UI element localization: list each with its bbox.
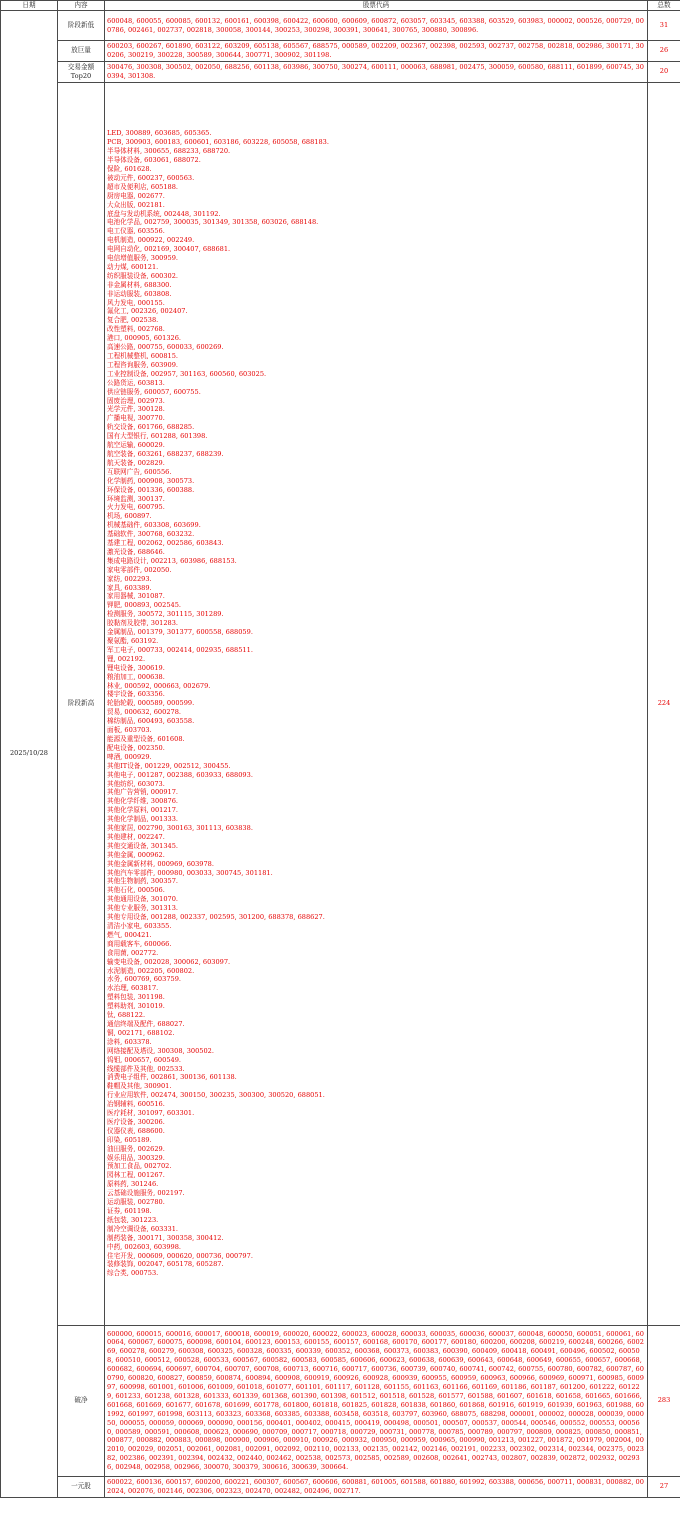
industry-line: 半导体设备, 603061, 688072. — [107, 156, 201, 165]
industry-line: 国有大型银行, 601288, 601398. — [107, 432, 208, 441]
count-cell: 31 — [648, 11, 680, 41]
industry-line: 啤酒, 000929. — [107, 752, 152, 761]
industry-line: 工业控制设备, 002957, 301163, 600560, 603025. — [107, 369, 267, 378]
row-turnover-top20 — [1, 61, 680, 82]
category-cell: 阶段新高 — [58, 82, 105, 1325]
industry-line: 动力煤, 600121. — [107, 262, 159, 271]
industry-line: 其他化学制品, 001333. — [107, 815, 179, 824]
industry-line: 航空装备, 603261, 688237, 688239. — [107, 449, 224, 458]
industry-line: 贸易, 000632, 600278. — [107, 708, 182, 717]
industry-line: 改性塑料, 002768. — [107, 325, 165, 334]
industry-line: 航天装备, 002829. — [107, 458, 165, 467]
industry-line: 锂电设备, 300619. — [107, 663, 165, 672]
industry-line: 住宅开发, 000609, 000620, 000736, 000797. — [107, 1251, 253, 1260]
industry-line: 电信增值服务, 300959. — [107, 254, 179, 263]
industry-line: 能源及重型设备, 601608. — [107, 734, 185, 743]
industry-line: 商用载客车, 600066. — [107, 939, 172, 948]
industry-line: 冶钢辅料, 600516. — [107, 1100, 165, 1109]
industry-line: 证券, 601198. — [107, 1207, 152, 1216]
industry-line: 油田服务, 002629. — [107, 1144, 165, 1153]
count-cell: 224 — [648, 82, 680, 1325]
industry-line: 其他建材, 002247. — [107, 832, 165, 841]
count-cell: 27 — [648, 1476, 680, 1497]
industry-line: 轨交设备, 601766, 688285. — [107, 423, 195, 432]
industry-line: 机械基础件, 603308, 603699. — [107, 521, 201, 530]
industry-line: 其他电子, 001287, 002388, 603933, 688093. — [107, 770, 253, 779]
industry-line: LED, 300889, 603685, 605365. — [107, 129, 212, 138]
count-cell: 283 — [648, 1325, 680, 1476]
count-cell: 26 — [648, 41, 680, 62]
industry-line: 家用器械, 301087. — [107, 592, 165, 601]
industry-line: 其他IT设备, 001229, 002512, 300455. — [107, 761, 231, 770]
industry-line: 林业, 000592, 000663, 002679. — [107, 681, 211, 690]
industry-line: 其他汽车零部件, 000980, 003033, 300745, 301181. — [107, 868, 273, 877]
industry-line: 医疗设备, 300206. — [107, 1117, 165, 1126]
industry-line: 军工电子, 000733, 002414, 002935, 688511. — [107, 645, 253, 654]
industry-line: 金属制品, 001379, 301377, 600558, 688059. — [107, 628, 253, 637]
industry-line: 其他交通设备, 301345. — [107, 841, 179, 850]
industry-line: 铜, 002171, 688102. — [107, 1028, 175, 1037]
industry-line: 仪器仪表, 688600. — [107, 1126, 165, 1135]
industry-line: 其他纺织, 603073. — [107, 779, 165, 788]
header-codes: 股票代码 — [105, 1, 648, 11]
category-cell: 阶段新低 — [58, 11, 105, 41]
industry-line: 制药装备, 300171, 300358, 300412. — [107, 1233, 224, 1242]
row-one-yuan-stocks — [1, 1476, 680, 1497]
industry-line: 聚氨酯, 603192. — [107, 637, 159, 646]
industry-line: 高速公路, 000755, 600033, 600269. — [107, 343, 224, 352]
industry-line: 其他化学纤维, 300876. — [107, 797, 179, 806]
row-stage-new-high — [1, 82, 680, 1325]
industry-line: 激光设备, 688646. — [107, 547, 165, 556]
category-cell: 一元股 — [58, 1476, 105, 1497]
header-count: 总数 — [648, 1, 680, 11]
industry-line: 水治理, 603817. — [107, 984, 159, 993]
industry-line: 家纺, 002293. — [107, 574, 152, 583]
industry-line: 水务, 600769, 603759. — [107, 975, 182, 984]
industry-line: 纺织服装设备, 600302. — [107, 271, 179, 280]
industry-line: 非金属材料, 688300. — [107, 280, 172, 289]
industry-line: 云基础设施服务, 002197. — [107, 1189, 185, 1198]
industry-line: 家具, 603389. — [107, 583, 152, 592]
industry-line: 检测服务, 300572, 301115, 301289. — [107, 610, 224, 619]
industry-line: 超市及便利店, 605188. — [107, 182, 179, 191]
industry-line: 配电设备, 002350. — [107, 743, 165, 752]
header-content: 内容 — [58, 1, 105, 11]
industry-line: 塑料助剂, 301019. — [107, 1002, 165, 1011]
industry-line: 装修装饰, 002047, 605178, 605287. — [107, 1260, 224, 1269]
industry-line: 电机制造, 000922, 002249. — [107, 236, 195, 245]
industry-line: 其他生物制药, 300357. — [107, 877, 179, 886]
codes-cell: 600022, 600136, 600157, 600200, 600221, 600307, 600567, 600606, 600881, 601005, 601588, 601880, 601992, 603388, 000656, 000711, 000831, 000882, 002024, 002076, 002146, 002306, 002323, 002470, 002482, 002496, 002717. — [105, 1476, 648, 1497]
codes-cell: 600048, 600055, 600085, 600132, 600161, 600398, 600422, 600600, 600609, 600872, 603057, 603345, 603388, 603529, 603983, 000002, 000526, 000729, 000786, 002461, 002737, 002818, 300058, 300144, 300253, 300298, 300391, 300641, 300765, 300880, 300896. — [105, 11, 648, 41]
header-date: 日期 — [1, 1, 58, 11]
industry-line: 电网自动化, 002169, 300407, 688681. — [107, 245, 231, 254]
industry-line: 消费电子组件, 002861, 300136, 601138. — [107, 1073, 237, 1082]
industry-line: 家电零部件, 002050. — [107, 565, 172, 574]
industry-line: 保险, 601628. — [107, 164, 152, 173]
industry-line: 清洁小家电, 603355. — [107, 922, 172, 931]
industry-line: 非运动服装, 603808. — [107, 289, 172, 298]
industry-line: 港口, 000905, 601326. — [107, 334, 182, 343]
industry-line: 氟化工, 002326, 002407. — [107, 307, 188, 316]
industry-line: 电工仪器, 603556. — [107, 227, 165, 236]
industry-line: 底盘与发动机系统, 002448, 301192. — [107, 209, 221, 218]
codes-cell: 600000, 600015, 600016, 600017, 600018, 600019, 600020, 600022, 600023, 600028, 600033, 600035, 600036, 600037, 600048, 600050, 600051, 600061, 600064, 600067, 600075, 600098, 600104, 600123, 600153, 600155, 600157, 600168, 600170, 600177, 600180, 600200, 600208, 600219, 600248, 600266, 600269, 600278, 600279, 600308, 600325, 600328, 600335, 600339, 600352, 600368, 600373, 600383, 600390, 600409, 600418, 600491, 600496, 600502, 600508, 600510, 600512, 600528, 600533, 600567, 600582, 600583, 600585, 600606, 600623, 600638, 600639, 600643, 600648, 600649, 600655, 600657, 600668, 600682, 600694, 600697, 600704, 600707, 600708, 600713, 600716, 600717, 600736, 600739, 600740, 600741, 600742, 600755, 600780, 600782, 600787, 600790, 600820, 600827, 600859, 600874, 600894, 600908, 600919, 600926, 600928, 600939, 600955, 600959, 600963, 600966, 600969, 600971, 600985, 600997, 600998, 601001, 601006, 601009, 601018, 601077, 601101, 601117, 601128, 601155, 601163, 601166, 601169, 601186, 601187, 601200, 601222, 601229, 601233, 601238, 601328, 601333, 601339, 601368, 601390, 601398, 601512, 601518, 601528, 601577, 601588, 601607, 601618, 601658, 601665, 601666, 601668, 601669, 601677, 601678, 601699, 601778, 601800, 601818, 601825, 601828, 601838, 601860, 601868, 601916, 601919, 601939, 601963, 601988, 601992, 601997, 601998, 603113, 603323, 603368, 603385, 603388, 603458, 603518, 603797, 603960, 688075, 688298, 000001, 000002, 000028, 000039, 000050, 000055, 000059, 000069, 000090, 000156, 000401, 000402, 000415, 000419, 000498, 000501, 000507, 000537, 000544, 000546, 000552, 000553, 000560, 000589, 000591, 000608, 000623, 000690, 000709, 000717, 000718, 000729, 000731, 000778, 000785, 000789, 000797, 000809, 000825, 000850, 000851, 000877, 000882, 000883, 000898, 000900, 000906, 000910, 000926, 000932, 000950, 000959, 000965, 000990, 001213, 001227, 001872, 001979, 002004, 002010, 002029, 002051, 002061, 002081, 002091, 002092, 002110, 002133, 002135, 002142, 002146, 002191, 002233, 002302, 002314, 002344, 002375, 002382, 002386, 002391, 002394, 002432, 002440, 002462, 002538, 002573, 002585, 002589, 002608, 002641, 002743, 002807, 002839, 002872, 002932, 002936, 002948, 002958, 002966, 300070, 300379, 300616, 300639, 300664. — [105, 1325, 648, 1476]
industry-line: 楼宇设备, 603356. — [107, 690, 165, 699]
industry-line: 网络接配及塔设, 300308, 300502. — [107, 1046, 214, 1055]
industry-line: 工程咨询服务, 603909. — [107, 360, 179, 369]
industry-line: 钾肥, 000893, 002545. — [107, 601, 182, 610]
industry-line: 涂料, 603378. — [107, 1037, 152, 1046]
industry-line: 环保设备, 001336, 600388. — [107, 485, 195, 494]
industry-line: 集成电路设计, 002213, 603986, 688153. — [107, 556, 237, 565]
category-cell: 破净 — [58, 1325, 105, 1476]
industry-line: 综合类, 000753. — [107, 1269, 159, 1278]
industry-line: 锂, 002192. — [107, 654, 146, 663]
industry-line: PCB, 300903, 600183, 600601, 603186, 603228, 605058, 688183. — [107, 138, 329, 147]
industry-line: 风力发电, 000155. — [107, 298, 165, 307]
industry-line: 面板, 603703. — [107, 726, 152, 735]
industry-line: 中药, 002603, 603998. — [107, 1242, 182, 1251]
industry-line: 工程机械整机, 600815. — [107, 352, 179, 361]
industry-line: 通信终端及配件, 688027. — [107, 1019, 185, 1028]
industry-line: 互联网广告, 600556. — [107, 467, 172, 476]
industry-line: 固废治理, 002973. — [107, 396, 165, 405]
industry-line: 被动元件, 600237, 600563. — [107, 173, 195, 182]
industry-line: 粮油加工, 000638. — [107, 672, 165, 681]
industry-line: 其他金属, 000962. — [107, 850, 165, 859]
industry-line: 复合肥, 002538. — [107, 316, 159, 325]
category-cell: 交易金额Top20 — [58, 61, 105, 82]
industry-line: 其他广告营销, 000917. — [107, 788, 179, 797]
industry-line: 轮胎轮毂, 000589, 000599. — [107, 699, 195, 708]
codes-cell: 300476, 300308, 300502, 002050, 688256, 601138, 603986, 300750, 300274, 600111, 000063, 688981, 002475, 300059, 600580, 688111, 601899, 600745, 300394, 301308. — [105, 61, 648, 82]
industry-line: 纸包装, 301223. — [107, 1215, 159, 1224]
industry-line: 塑料包装, 301198. — [107, 993, 165, 1002]
industry-line: 厨房电器, 002677. — [107, 191, 165, 200]
industry-line: 供应链服务, 600057, 600755. — [107, 387, 201, 396]
industry-line: 基础软件, 300768, 603232. — [107, 530, 195, 539]
industry-line: 棉纺制品, 600493, 603558. — [107, 717, 195, 726]
industry-line: 机场, 600897. — [107, 512, 152, 521]
industry-line: 其他通用设备, 301070. — [107, 895, 179, 904]
industry-line: 燃气, 000421. — [107, 930, 152, 939]
industry-line: 半导体材料, 300655, 688233, 688720. — [107, 147, 231, 156]
industry-line: 公路货运, 603813. — [107, 378, 165, 387]
industry-line: 食用菌, 002772. — [107, 948, 159, 957]
industry-line: 其他专用设备, 001288, 002337, 002595, 301200, 688378, 688627. — [107, 913, 325, 922]
industry-line: 电池化学品, 002759, 300035, 301349, 301358, 603026, 688148. — [107, 218, 319, 227]
row-huge-volume — [1, 41, 680, 62]
row-below-book — [1, 1325, 680, 1476]
industry-line: 医疗耗材, 301097, 603301. — [107, 1109, 195, 1118]
row-stage-new-low — [1, 11, 680, 41]
industry-line: 胶黏剂及胶带, 301283. — [107, 619, 179, 628]
industry-line: 鞋帽及其他, 300901. — [107, 1082, 172, 1091]
industry-line: 航空运输, 600029. — [107, 441, 165, 450]
industry-line: 光学元件, 300128. — [107, 405, 165, 414]
count-cell: 20 — [648, 61, 680, 82]
industry-line: 输变电设备, 002028, 300062, 603097. — [107, 957, 231, 966]
industry-line: 娱乐用品, 300329. — [107, 1153, 165, 1162]
category-cell: 放巨量 — [58, 41, 105, 62]
industry-line: 行业应用软件, 002474, 300150, 300235, 300300, 300520, 688051. — [107, 1091, 325, 1100]
industry-line: 其他石化, 000506. — [107, 886, 165, 895]
industry-line: 大众出版, 002181. — [107, 200, 165, 209]
industry-line: 火力发电, 600795. — [107, 503, 165, 512]
industry-line: 环境监测, 300137. — [107, 494, 165, 503]
industry-line: 钨钼, 000657, 600549. — [107, 1055, 182, 1064]
date-cell: 2025/10/28 — [1, 11, 58, 1498]
industry-line: 制冷空调设备, 603331. — [107, 1224, 179, 1233]
industry-line: 园林工程, 001267. — [107, 1171, 165, 1180]
industry-line: 其他化学原料, 001217. — [107, 806, 179, 815]
industry-line: 其他家居, 002790, 300163, 301113, 603838. — [107, 824, 253, 833]
industry-line: 原料药, 301246. — [107, 1180, 159, 1189]
industry-line: 其他专业服务, 301313. — [107, 904, 179, 913]
codes-cell: 600203, 600267, 601890, 603122, 603209, 605138, 605567, 688575, 000589, 002209, 002367, 002398, 002593, 002737, 002758, 002818, 002986, 300171, 300206, 300219, 300228, 300589, 300644, 300771, 300902, 301198. — [105, 41, 648, 62]
industry-line: 线缆部件及其他, 002533. — [107, 1064, 185, 1073]
industry-line: 运动服装, 002780. — [107, 1198, 165, 1207]
industry-line: 广播电视, 300770. — [107, 414, 165, 423]
industry-line: 化学制药, 000908, 300573. — [107, 476, 195, 485]
industry-line: 基建工程, 002062, 002586, 603843. — [107, 539, 224, 548]
industry-line: 钛, 688122. — [107, 1011, 146, 1020]
codes-cell — [105, 82, 648, 1325]
industry-line: 水泥制造, 002205, 600802. — [107, 966, 195, 975]
industry-line: 预加工食品, 002702. — [107, 1162, 172, 1171]
industry-line: 印染, 605189. — [107, 1135, 152, 1144]
industry-line: 其他金属新材料, 000969, 603978. — [107, 859, 214, 868]
header-row — [1, 1, 680, 11]
